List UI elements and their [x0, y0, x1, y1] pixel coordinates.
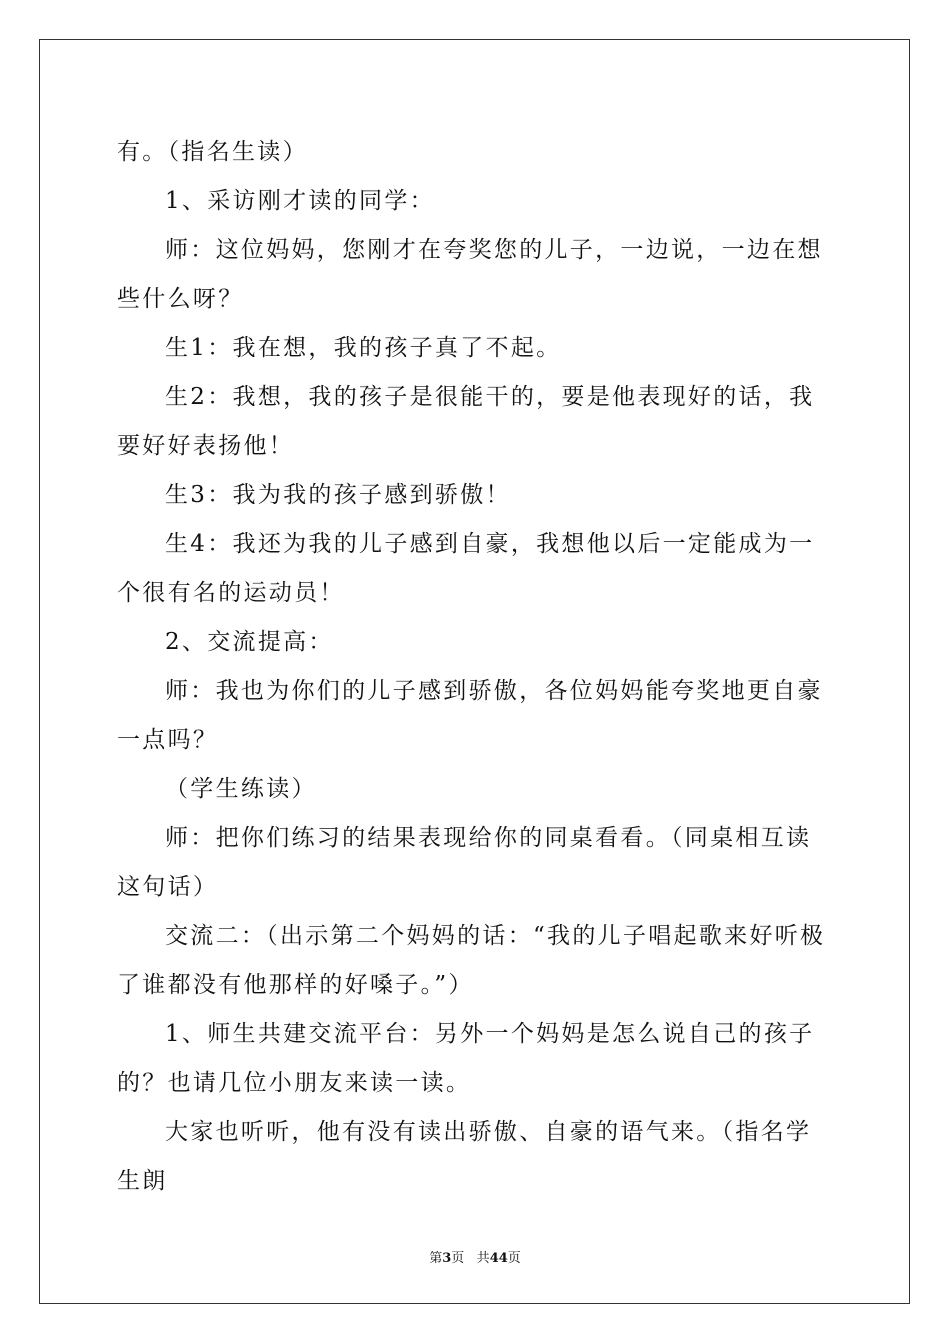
paragraph: （学生练读）	[165, 776, 317, 802]
current-page-number: 3	[442, 1251, 452, 1266]
paragraph: 生2：我想，我的孩子是很能干的，要是他表现好的话，我要好好表扬他！	[117, 384, 815, 459]
document-body	[117, 128, 833, 1206]
total-pages-number: 44	[489, 1251, 508, 1266]
paragraph: 生4：我还为我的儿子感到自豪，我想他以后一定能成为一个很有名的运动员！	[117, 531, 815, 606]
paragraph: 1、采访刚才读的同学：	[165, 188, 435, 214]
paragraph: 师：这位妈妈，您刚才在夸奖您的儿子，一边说，一边在想些什么呀？	[117, 237, 823, 312]
footer-page-suffix: 页	[451, 1251, 465, 1266]
paragraph: 师：我也为你们的儿子感到骄傲，各位妈妈能夸奖地更自豪一点吗？	[117, 678, 823, 753]
paragraph: 1、师生共建交流平台：另外一个妈妈是怎么说自己的孩子的？也请几位小朋友来读一读。	[117, 1021, 815, 1096]
paragraph: 有。（指名生读）	[117, 139, 308, 165]
footer-total-suffix: 页	[507, 1251, 521, 1266]
paragraph: 大家也听听，他有没有读出骄傲、自豪的语气来。（指名学生朗	[117, 1119, 812, 1194]
paragraph: 交流二：（出示第二个妈妈的话：“我的儿子唱起歌来好听极了谁都没有他那样的好嗓子。”）	[117, 923, 826, 998]
footer-total-prefix: 共	[476, 1251, 490, 1266]
paragraph: 师：把你们练习的结果表现给你的同桌看看。（同桌相互读这句话）	[117, 825, 812, 900]
footer-page-prefix: 第	[429, 1251, 443, 1266]
paragraph: 2、交流提高：	[165, 629, 334, 655]
page-footer	[0, 1247, 950, 1266]
paragraph: 生3：我为我的孩子感到骄傲！	[165, 482, 511, 508]
paragraph: 生1：我在想，我的孩子真了不起。	[165, 335, 562, 361]
